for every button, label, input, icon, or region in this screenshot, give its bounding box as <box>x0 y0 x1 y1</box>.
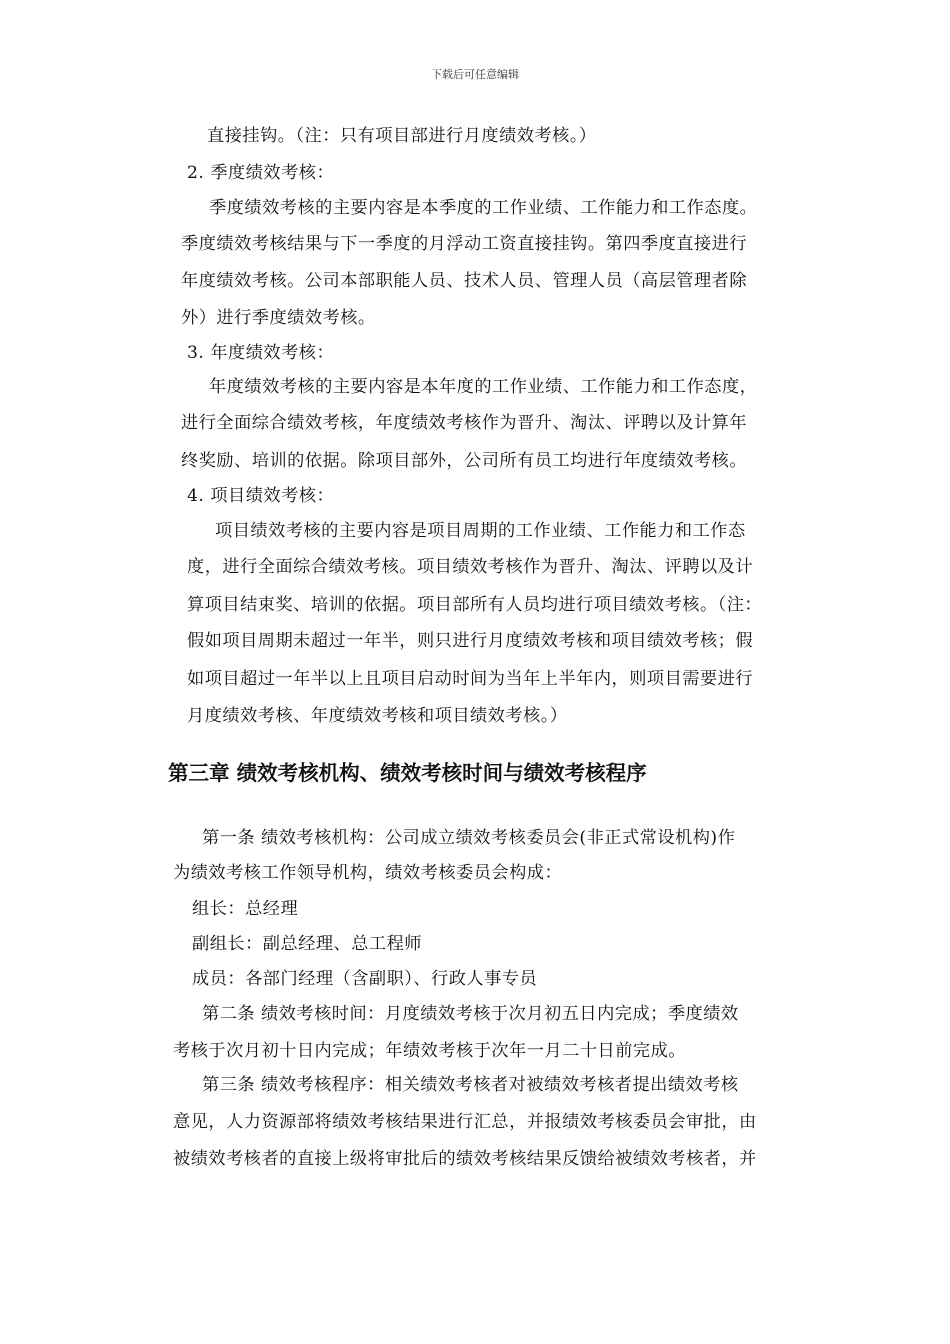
body-line: 算项目结束奖、培训的依据。项目部所有人员均进行项目绩效考核。（注： <box>187 595 763 615</box>
chapter-title: 第三章 绩效考核机构、绩效考核时间与绩效考核程序 <box>168 761 647 785</box>
body-line: 外）进行季度绩效考核。 <box>181 308 376 328</box>
body-line: 度，进行全面综合绩效考核。项目绩效考核作为晋升、淘汰、评聘以及计 <box>187 557 754 577</box>
page-header: 下载后可任意编辑 <box>431 68 519 81</box>
article-line: 为绩效考核工作领导机构，绩效考核委员会构成： <box>173 863 563 883</box>
body-line: 进行全面综合绩效考核，年度绩效考核作为晋升、淘汰、评聘以及计算年 <box>181 413 748 433</box>
article-line: 第三条 绩效考核程序：相关绩效考核者对被绩效考核者提出绩效考核 <box>202 1075 739 1095</box>
section-heading-quarterly: 2. 季度绩效考核： <box>187 163 335 183</box>
article-line: 意见，人力资源部将绩效考核结果进行汇总，并报绩效考核委员会审批，由 <box>173 1112 757 1132</box>
body-line: 年度绩效考核的主要内容是本年度的工作业绩、工作能力和工作态度， <box>209 377 758 397</box>
body-line: 假如项目周期未超过一年半，则只进行月度绩效考核和项目绩效考核；假 <box>187 631 754 651</box>
committee-members: 成员：各部门经理（含副职）、行政人事专员 <box>192 969 538 989</box>
article-line: 第二条 绩效考核时间：月度绩效考核于次月初五日内完成；季度绩效 <box>202 1004 739 1024</box>
article-line: 被绩效考核者的直接上级将审批后的绩效考核结果反馈给被绩效考核者，并 <box>173 1149 757 1169</box>
body-line: 项目绩效考核的主要内容是项目周期的工作业绩、工作能力和工作态 <box>215 521 746 541</box>
body-line: 直接挂钩。（注：只有项目部进行月度绩效考核。） <box>207 126 597 146</box>
section-heading-annual: 3. 年度绩效考核： <box>187 343 335 363</box>
body-line: 年度绩效考核。公司本部职能人员、技术人员、管理人员（高层管理者除 <box>181 271 748 291</box>
body-line: 如项目超过一年半以上且项目启动时间为当年上半年内，则项目需要进行 <box>187 669 754 689</box>
section-heading-project: 4. 项目绩效考核： <box>187 486 335 506</box>
committee-leader: 组长：总经理 <box>192 899 299 919</box>
committee-deputy: 副组长：副总经理、总工程师 <box>192 934 422 954</box>
article-line: 考核于次月初十日内完成；年绩效考核于次年一月二十日前完成。 <box>173 1041 686 1061</box>
article-line: 第一条 绩效考核机构：公司成立绩效考核委员会(非正式常设机构)作 <box>202 828 736 848</box>
body-line: 季度绩效考核的主要内容是本季度的工作业绩、工作能力和工作态度。 <box>209 198 758 218</box>
body-line: 月度绩效考核、年度绩效考核和项目绩效考核。） <box>187 706 568 726</box>
body-line: 季度绩效考核结果与下一季度的月浮动工资直接挂钩。第四季度直接进行 <box>181 234 748 254</box>
body-line: 终奖励、培训的依据。除项目部外，公司所有员工均进行年度绩效考核。 <box>181 451 748 471</box>
